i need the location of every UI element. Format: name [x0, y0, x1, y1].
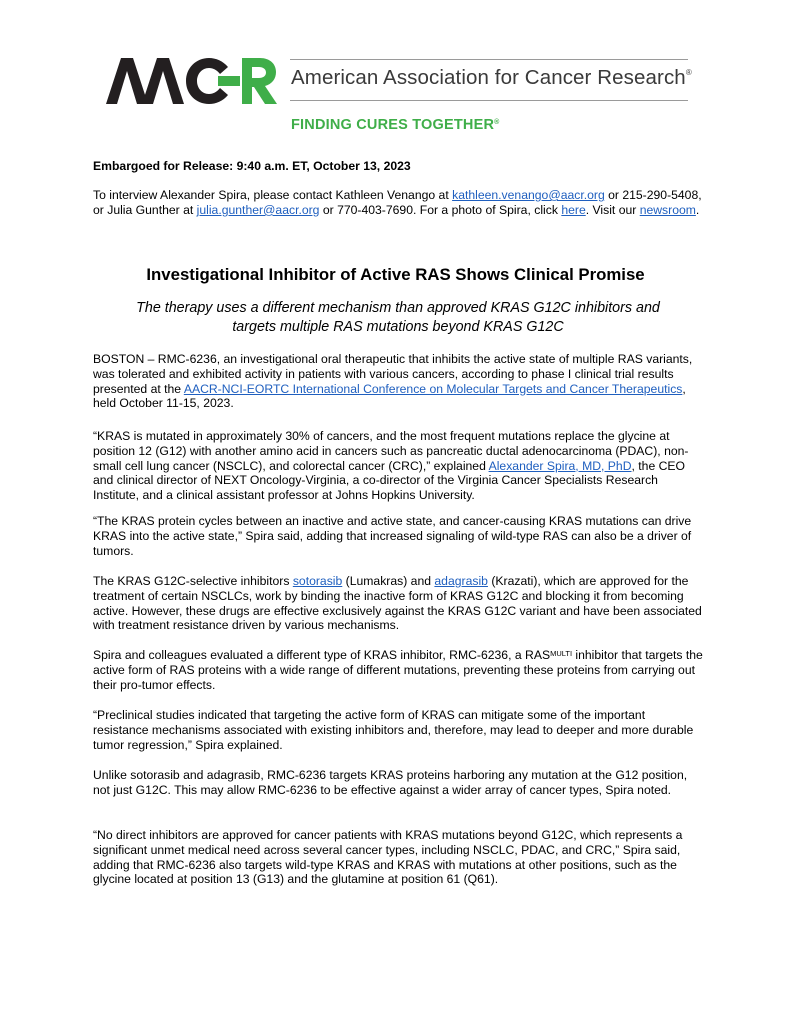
- paragraph-rmc-6236: Spira and colleagues evaluated a different type of KRAS inhibitor, RMC-6236, a $RAS^{MULTI}$ inhibitor that targets the active form of RAS proteins with a wide range of different mutations, preventing these proteins from carrying out their pro-tumor effects.: [93, 648, 703, 692]
- email-link-kathleen[interactable]: kathleen.venango@aacr.org: [452, 188, 605, 202]
- embargo-notice: Embargoed for Release: 9:40 a.m. ET, October 13, 2023: [93, 159, 411, 173]
- lead-paragraph: BOSTON – RMC-6236, an investigational oral therapeutic that inhibits the active state of multiple RAS variants, was tolerated and exhibited activity in patients with various cancers, according to phase I clinical trial results presented at the AACR-NCI-EORTC International Conference on Molecular Targets and Cancer Therapeutics, held October 11-15, 2023.: [93, 352, 693, 411]
- photo-link[interactable]: here: [561, 202, 586, 217]
- paragraph-kras-mutation: “KRAS is mutated in approximately 30% of cancers, and the most frequent mutations replace the glycine at position 12 (G12) with another amino acid in cancers such as pancreatic ductal adenocarcinoma (PDAC), non-small cell lung cancer (NSCLC), and colorectal cancer (CRC),” explained Alexander Spira, MD, PhD, the CEO and clinical director of NEXT Oncology-Virginia, a co-director of the Virginia Cancer Specialists Research Institute, and a clinical assistant professor at Johns Hopkins University.: [93, 429, 689, 503]
- email-link-julia[interactable]: julia.gunther@aacr.org: [196, 202, 320, 217]
- subheadline: The therapy uses a different mechanism than approved KRAS G12C inhibitors and targets multiple RAS mutations beyond KRAS G12C: [136, 300, 660, 335]
- sotorasib-link[interactable]: sotorasib: [292, 574, 343, 588]
- adagrasib-link[interactable]: adagrasib: [434, 574, 488, 588]
- paragraph-kras-cycle: “The KRAS protein cycles between an inactive and active state, and cancer-causing KRAS mutations can drive KRAS into the active state,” Spira said, adding that increased signaling of wild-type RAS can also be a driver of tumors.: [93, 514, 692, 558]
- media-contact-paragraph: To interview Alexander Spira, please contact Kathleen Venango at kathleen.venango@aacr.org or 215-290-5408, or Julia Gunther at julia.gunther@aacr.org or 770-403-7690. For a photo of Spira, click here. Visit our newsroom.: [93, 188, 702, 217]
- aacr-logo: [106, 57, 278, 105]
- paragraph-preclinical: “Preclinical studies indicated that targeting the active form of KRAS can mitigate some of the important resistance mechanisms associated with existing inhibitors and, therefore, may lead to deeper and more durable tumor regression,” Spira explained.: [93, 708, 694, 752]
- spira-profile-link[interactable]: Alexander Spira, MD, PhD: [488, 458, 632, 473]
- conference-link[interactable]: AACR-NCI-EORTC International Conference on Molecular Targets and Cancer Therapeutics: [183, 381, 683, 396]
- headline: Investigational Inhibitor of Active RAS Shows Clinical Promise: [146, 265, 645, 284]
- organization-name: American Association for Cancer Research®: [291, 66, 692, 89]
- paragraph-g12-position: Unlike sotorasib and adagrasib, RMC-6236 targets KRAS proteins harboring any mutation at the G12 position, not just G12C. This may allow RMC-6236 to be effective against a wider array of cancer types, Spira noted.: [93, 768, 688, 797]
- header-rule-bottom: [290, 100, 688, 101]
- tagline: FINDING CURES TOGETHER®: [291, 117, 500, 133]
- paragraph-unmet-need: “No direct inhibitors are approved for cancer patients with KRAS mutations beyond G12C, which represents a significant unmet medical need across several cancer types, including NSCLC, PDAC, and CRC,” Spira said, adding that RMC-6236 also targets wild-type KRAS and KRAS with mutations at other positions, such as the glycine located at position 13 (G13) and the glutamine at position 61 (Q61).: [93, 828, 683, 887]
- newsroom-link[interactable]: newsroom: [639, 202, 696, 217]
- paragraph-g12c-inhibitors: The KRAS G12C-selective inhibitors sotorasib (Lumakras) and adagrasib (Krazati), which are approved for the treatment of certain NSCLCs, work by binding the inactive form of KRAS G12C and blocking it from becoming active. However, these drugs are effective exclusively against the KRAS G12C variant and have been associated with treatment resistance driven by various mechanisms.: [93, 574, 702, 633]
- header-rule-top: [290, 59, 688, 60]
